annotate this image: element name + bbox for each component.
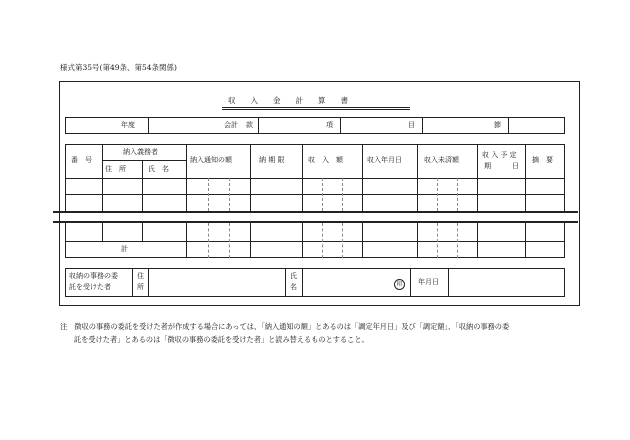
setsu-label: 節 — [494, 121, 501, 129]
title-underline — [222, 107, 410, 108]
consignee-address-label: 所 — [137, 283, 144, 291]
consignee-label: 収納の事務の委 — [69, 272, 118, 280]
total-label: 計 — [121, 245, 128, 253]
title-underline — [222, 109, 410, 110]
col-header-notice-amount: 納入通知の額 — [190, 156, 232, 164]
col-header-expected-date: 収 入 予 定 — [482, 151, 517, 159]
consignee-label: 託を受けた者 — [69, 283, 111, 291]
kou-label: 項 — [326, 121, 333, 129]
footnote-line: 託を受けた者」とあるのは「徴収の事務の委託を受けた者」と読み替えるものとすること。 — [74, 335, 369, 344]
col-header-receipt-amount: 収 入 額 — [308, 156, 343, 164]
kan-label: 款 — [246, 121, 253, 129]
col-header-number: 番 号 — [71, 156, 92, 164]
consignee-name-label: 名 — [290, 283, 297, 291]
col-header-uncollected: 収入未済額 — [424, 156, 459, 164]
consignee-address-label: 住 — [137, 272, 144, 280]
consignee-date-label: 年月日 — [418, 278, 439, 286]
col-header-name: 氏 名 — [148, 165, 169, 173]
seal-icon: 印 — [394, 279, 405, 290]
account-label: 会計 — [224, 121, 238, 129]
fiscal-year-label: 年度 — [121, 121, 135, 129]
table-break-line — [53, 221, 578, 223]
footnote-line: 注 徴収の事務の委託を受けた者が作成する場合にあっては、「納入通知の額」とあるのは「調定年月日」及び「調定額」、「収納の事務の委 — [60, 322, 510, 331]
col-header-receipt-date: 収入年月日 — [367, 156, 402, 164]
col-header-obligor: 納入義務者 — [123, 148, 158, 156]
col-header-address: 住 所 — [105, 165, 126, 173]
form-title: 収 入 金 計 算 書 — [228, 96, 348, 105]
col-header-deadline: 納 期 限 — [259, 156, 285, 164]
table-break-line — [53, 211, 578, 213]
col-header-expected-date: 期 日 — [484, 162, 519, 170]
consignee-name-label: 氏 — [290, 272, 297, 280]
col-header-remarks: 摘 要 — [532, 156, 553, 164]
form-number: 様式第35号(第49条、第54条関係) — [60, 63, 177, 72]
moku-label: 目 — [408, 121, 415, 129]
